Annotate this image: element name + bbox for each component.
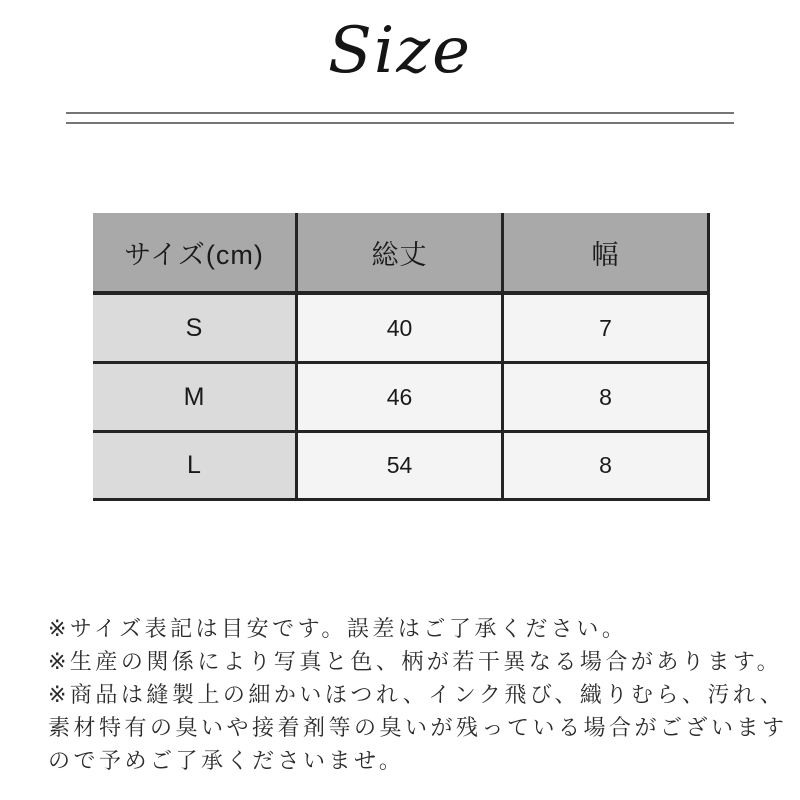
- header-cell-length: 総丈: [298, 213, 504, 295]
- row-m-width: 8: [504, 364, 710, 433]
- note-line: ※商品は縫製上の細かいほつれ、インク飛び、織りむら、汚れ、: [48, 682, 786, 707]
- row-l-label: L: [93, 433, 298, 501]
- row-l-length: 54: [298, 433, 504, 501]
- title-divider: [66, 112, 734, 124]
- row-m-length: 46: [298, 364, 504, 433]
- note-line: 素材特有の臭いや接着剤等の臭いが残っている場合がございます: [48, 715, 788, 740]
- note-line: ので予めご了承くださいませ。: [48, 748, 405, 773]
- row-s-width: 7: [504, 295, 710, 364]
- size-table: [93, 213, 710, 501]
- disclaimer-notes: [48, 612, 800, 777]
- row-s-length: 40: [298, 295, 504, 364]
- note-line: ※サイズ表記は目安です。誤差はご了承ください。: [48, 616, 628, 641]
- header-cell-width: 幅: [504, 213, 710, 295]
- header-cell-size: サイズ(cm): [93, 213, 298, 295]
- row-s-label: S: [93, 295, 298, 364]
- note-line: ※生産の関係により写真と色、柄が若干異なる場合があります。: [48, 649, 783, 674]
- page-title: Size: [328, 14, 472, 88]
- row-m-label: M: [93, 364, 298, 433]
- row-l-width: 8: [504, 433, 710, 501]
